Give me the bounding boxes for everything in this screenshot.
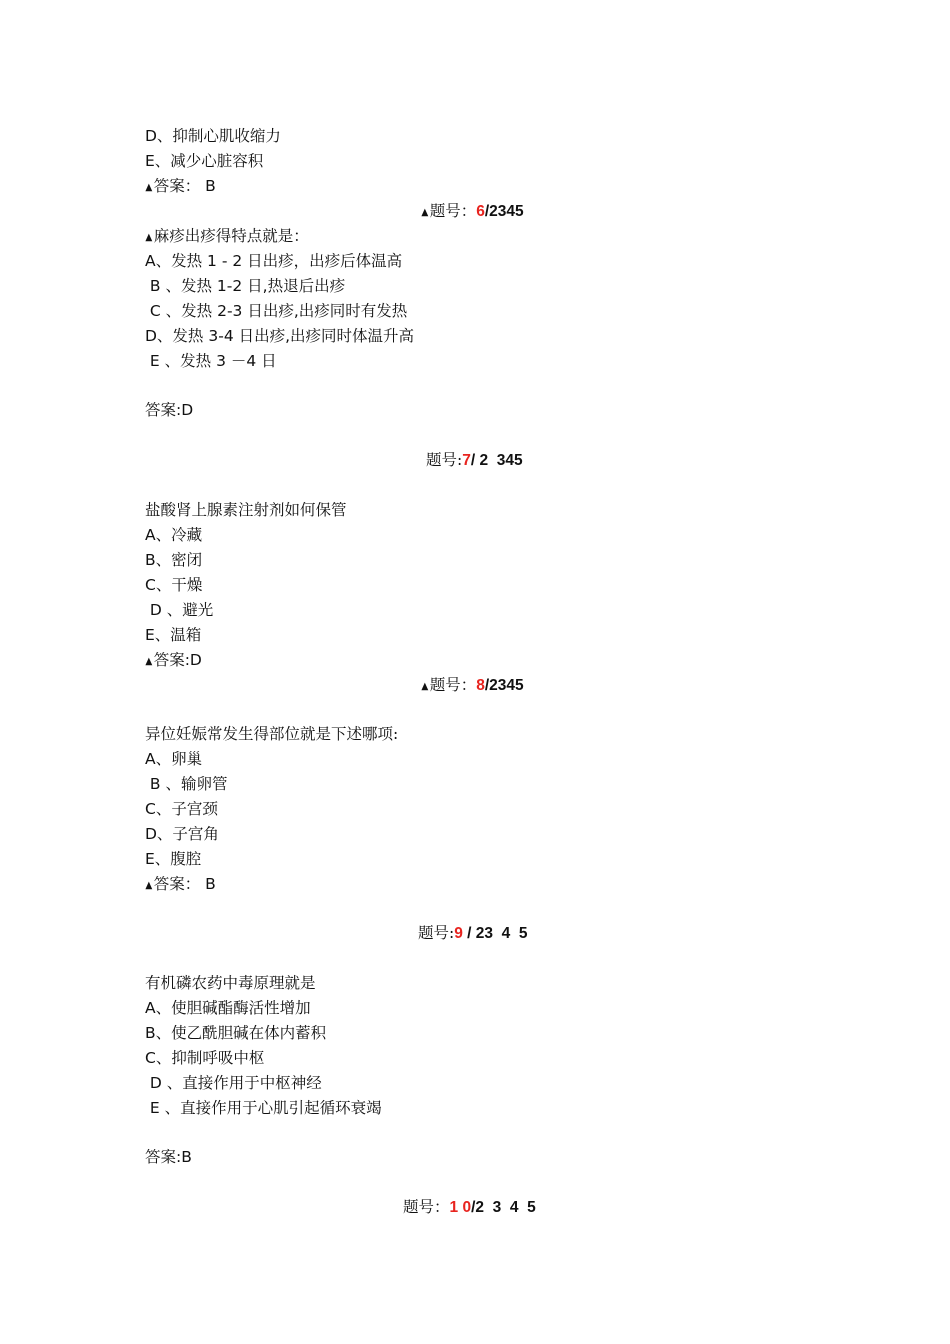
q9-header: [418, 923, 528, 944]
q9-header-label: 题号:: [418, 924, 455, 942]
q10-header-total: /2 3 4 5: [471, 1199, 536, 1216]
q6-option-b: B 、发热 1-2 日,热退后出疹: [145, 277, 346, 295]
q8-header: [421, 675, 524, 697]
q6-header-number: 6: [476, 203, 485, 220]
q6-option-e: E 、发热 3 －4 日: [145, 352, 277, 370]
q8-stem: 异位妊娠常发生得部位就是下述哪项:: [145, 725, 399, 743]
q6-stem-text: 麻疹出疹得特点就是：: [153, 227, 309, 245]
q7-answer: [145, 650, 202, 672]
q10-header: [403, 1197, 536, 1218]
q5-option-d: D、抑制心肌收缩力: [145, 127, 281, 145]
q7-answer-text: 答案:D: [153, 651, 202, 669]
q9-option-c: C、抑制呼吸中枢: [145, 1049, 265, 1067]
q7-stem: 盐酸肾上腺素注射剂如何保管: [145, 501, 347, 519]
triangle-mark-icon: ▲: [421, 681, 429, 692]
q9-option-d: D 、直接作用于中枢神经: [145, 1074, 322, 1092]
q8-option-c: C、子宫颈: [145, 800, 218, 818]
q5-option-e: E、减少心脏容积: [145, 152, 264, 170]
q9-option-b: B、使乙酰胆碱在体内蓄积: [145, 1024, 327, 1042]
q7-option-d: D 、避光: [145, 601, 214, 619]
q6-option-d: D、发热 3-4 日出疹,出疹同时体温升高: [145, 327, 415, 345]
triangle-mark-icon: ▲: [145, 232, 153, 243]
q7-option-c: C、干燥: [145, 576, 203, 594]
q10-header-number: 1 0: [449, 1199, 472, 1216]
q6-stem: [145, 226, 309, 248]
q8-answer: [145, 874, 216, 896]
q8-option-b: B 、输卵管: [145, 775, 228, 793]
q10-header-label: 题号：: [403, 1198, 450, 1216]
q8-option-a: A、卵巢: [145, 750, 203, 768]
q8-header-total: /2345: [484, 677, 524, 694]
q7-option-e: E、温箱: [145, 626, 202, 644]
q9-option-e: E 、直接作用于心肌引起循环衰竭: [145, 1099, 382, 1117]
q9-answer: 答案:B: [145, 1148, 192, 1166]
q7-header: [426, 450, 523, 471]
q9-header-number: 9: [454, 925, 463, 942]
q8-option-d: D、子宫角: [145, 825, 219, 843]
triangle-mark-icon: ▲: [145, 880, 153, 891]
q9-stem: 有机磷农药中毒原理就是: [145, 974, 316, 992]
q8-answer-text: 答案： B: [153, 875, 216, 893]
q9-header-total: / 23 4 5: [462, 925, 528, 942]
q7-header-total: / 2 345: [470, 452, 523, 469]
q5-answer-text: 答案： B: [153, 177, 216, 195]
q6-answer: 答案:D: [145, 401, 194, 419]
q7-header-label: 题号:: [426, 451, 463, 469]
q5-answer: [145, 176, 216, 198]
q8-option-e: E、腹腔: [145, 850, 202, 868]
q6-header-label: 题号：: [429, 202, 477, 220]
q8-header-label: 题号：: [429, 676, 477, 694]
q7-option-b: B、密闭: [145, 551, 203, 569]
triangle-mark-icon: ▲: [145, 656, 153, 667]
q6-header: [421, 201, 524, 223]
triangle-mark-icon: ▲: [145, 182, 153, 193]
triangle-mark-icon: ▲: [421, 207, 429, 218]
q6-header-total: /2345: [484, 203, 524, 220]
q8-header-number: 8: [476, 677, 485, 694]
q6-option-a: A、发热 1 - 2 日出疹，出疹后体温高: [145, 252, 403, 270]
q7-header-number: 7: [462, 452, 471, 469]
q7-option-a: A、冷藏: [145, 526, 203, 544]
q6-option-c: C 、发热 2-3 日出疹,出疹同时有发热: [145, 302, 408, 320]
q9-option-a: A、使胆碱酯酶活性增加: [145, 999, 311, 1017]
